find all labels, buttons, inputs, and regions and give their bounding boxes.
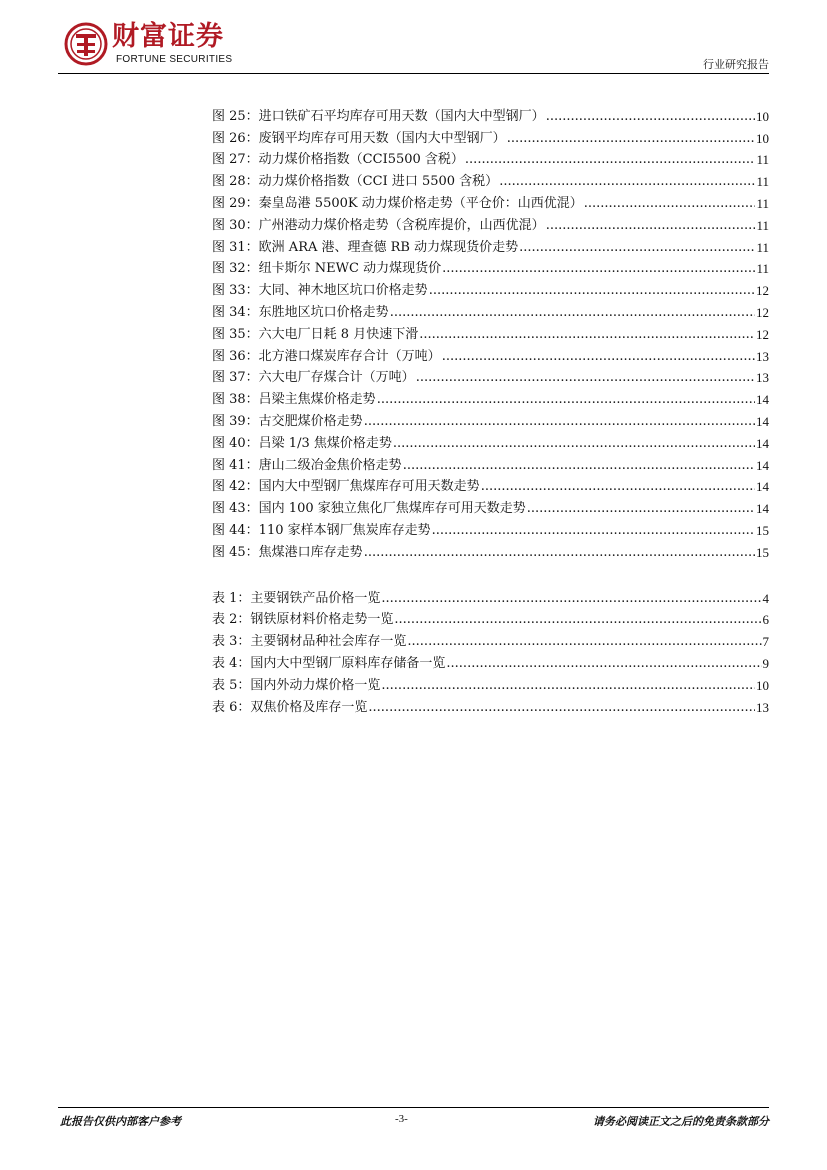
dot-leader [546,218,756,234]
toc-entry-label: 图 30：广州港动力煤价格走势（含税库提价，山西优混） [212,217,545,233]
toc-entry-label: 图 28：动力煤价格指数（CCI 进口 5500 含税） [212,174,499,190]
toc-entry-label: 图 38：吕梁主焦煤价格走势 [212,392,376,408]
footer-disclaimer-left: 此报告仅供内部客户参考 [60,1115,181,1128]
figure-toc-entry[interactable] [212,125,769,147]
toc-entry-label: 图 35：六大电厂日耗 8 月快速下滑 [212,326,419,342]
figure-toc-entry[interactable] [212,539,769,561]
table-toc-entry[interactable] [212,694,769,716]
toc-entry-page: 12 [756,326,769,342]
toc-entry-label: 图 43：国内 100 家独立焦化厂焦煤库存可用天数走势 [212,501,526,517]
figure-toc-entry[interactable] [212,430,769,452]
dot-leader [527,501,755,517]
logo-english-name: FORTUNE SECURITIES [116,54,233,65]
dot-leader [390,305,755,321]
dot-leader [364,545,755,561]
dot-leader [393,436,755,452]
toc-entry-label: 表 6：双焦价格及库存一览 [212,699,368,715]
figure-toc-entry[interactable] [212,365,769,387]
toc-entry-page: 12 [756,304,769,320]
toc-entry-label: 图 34：东胜地区坑口价格走势 [212,304,389,320]
toc-entry-label: 图 25：进口铁矿石平均库存可用天数（国内大中型钢厂） [212,108,545,124]
dot-leader [381,678,755,694]
toc-entry-page: 11 [756,217,769,233]
dot-leader [442,261,755,277]
dot-leader [546,109,755,125]
figure-toc-entry[interactable] [212,234,769,256]
toc-entry-label: 图 37：六大电厂存煤合计（万吨） [212,370,415,386]
dot-leader [416,370,755,386]
toc-entry-page: 10 [756,677,769,693]
dot-leader [584,196,756,212]
figure-toc-entry[interactable] [212,321,769,343]
figure-toc-entry[interactable] [212,452,769,474]
list-gap [212,561,769,585]
toc-entry-page: 11 [756,174,769,190]
logo-chinese-name: 财富证券 [112,21,224,52]
fortune-logo-icon [64,22,108,66]
dot-leader [481,479,755,495]
toc-entry-label: 图 29：秦皇岛港 5500K 动力煤价格走势（平仓价：山西优混） [212,195,583,211]
table-list [212,585,769,716]
figure-list [212,103,769,561]
dot-leader [377,392,755,408]
dot-leader [419,327,755,343]
figure-toc-entry[interactable] [212,256,769,278]
footer-divider [58,1107,769,1108]
toc-entry-label: 图 27：动力煤价格指数（CCI5500 含税） [212,152,464,168]
toc-entry-label: 图 31：欧洲 ARA 港、理查德 RB 动力煤现货价走势 [212,239,519,255]
figure-toc-entry[interactable] [212,103,769,125]
toc-entry-label: 图 36：北方港口煤炭库存合计（万吨） [212,348,441,364]
page-header [0,0,827,80]
figure-toc-entry[interactable] [212,277,769,299]
dot-leader [465,152,756,168]
toc-entry-page: 7 [762,634,769,650]
report-type: 行业研究报告 [703,58,769,71]
toc-entry-label: 图 26：废钢平均库存可用天数（国内大中型钢厂） [212,130,506,146]
figure-toc-entry[interactable] [212,517,769,539]
toc-entry-page: 15 [756,522,769,538]
toc-entry-page: 10 [756,130,769,146]
toc-entry-label: 表 4：国内大中型钢厂原料库存储备一览 [212,655,446,671]
figure-toc-entry[interactable] [212,299,769,321]
toc-entry-page: 13 [756,370,769,386]
toc-entry-label: 图 42：国内大中型钢厂焦煤库存可用天数走势 [212,479,480,495]
figure-toc-entry[interactable] [212,212,769,234]
dot-leader [429,283,755,299]
toc-entry-label: 图 33：大同、神木地区坑口价格走势 [212,283,428,299]
toc-entry-page: 13 [756,699,769,715]
toc-entry-page: 11 [756,195,769,211]
figure-toc-entry[interactable] [212,168,769,190]
toc-entry-page: 14 [756,501,769,517]
toc-entry-page: 11 [756,261,769,277]
dot-leader [403,458,755,474]
figure-toc-entry[interactable] [212,343,769,365]
dot-leader [519,240,755,256]
toc-entry-page: 6 [762,612,769,628]
header-divider [58,73,769,74]
figure-toc-entry[interactable] [212,386,769,408]
toc-entry-page: 12 [756,283,769,299]
toc-entry-label: 图 45：焦煤港口库存走势 [212,544,363,560]
dot-leader [394,612,761,628]
dot-leader [364,414,755,430]
toc-entry-page: 13 [756,348,769,364]
table-toc-entry[interactable] [212,607,769,629]
toc-entry-label: 表 2：钢铁原材料价格走势一览 [212,612,394,628]
table-toc-entry[interactable] [212,672,769,694]
footer-disclaimer-right: 请务必阅读正文之后的免责条款部分 [593,1115,769,1128]
page-number: -3- [395,1113,408,1125]
figure-toc-entry[interactable] [212,474,769,496]
dot-leader [499,174,755,190]
figure-toc-entry[interactable] [212,495,769,517]
table-of-contents [212,103,769,716]
toc-entry-label: 图 41：唐山二级冶金焦价格走势 [212,457,402,473]
toc-entry-page: 14 [756,413,769,429]
dot-leader [407,634,761,650]
dot-leader [368,700,755,716]
table-toc-entry[interactable] [212,628,769,650]
toc-entry-page: 14 [756,392,769,408]
toc-entry-label: 图 32：纽卡斯尔 NEWC 动力煤现货价 [212,261,442,277]
dot-leader [432,523,755,539]
table-toc-entry[interactable] [212,650,769,672]
dot-leader [507,131,755,147]
toc-entry-label: 表 1：主要钢铁产品价格一览 [212,590,381,606]
toc-entry-page: 14 [756,479,769,495]
figure-toc-entry[interactable] [212,190,769,212]
toc-entry-page: 11 [756,239,769,255]
table-toc-entry[interactable] [212,585,769,607]
dot-leader [442,349,755,365]
toc-entry-page: 14 [756,457,769,473]
toc-entry-page: 14 [756,435,769,451]
dot-leader [446,656,761,672]
figure-toc-entry[interactable] [212,147,769,169]
toc-entry-label: 图 44：110 家样本钢厂焦炭库存走势 [212,522,431,538]
toc-entry-page: 15 [756,544,769,560]
toc-entry-label: 图 39：古交肥煤价格走势 [212,413,363,429]
toc-entry-page: 4 [762,590,769,606]
toc-entry-page: 9 [762,655,769,671]
dot-leader [381,591,761,607]
toc-entry-page: 11 [756,152,769,168]
toc-entry-label: 图 40：吕梁 1/3 焦煤价格走势 [212,435,392,451]
toc-entry-page: 10 [756,108,769,124]
figure-toc-entry[interactable] [212,408,769,430]
toc-entry-label: 表 3：主要钢材品种社会库存一览 [212,634,407,650]
toc-entry-label: 表 5：国内外动力煤价格一览 [212,677,381,693]
